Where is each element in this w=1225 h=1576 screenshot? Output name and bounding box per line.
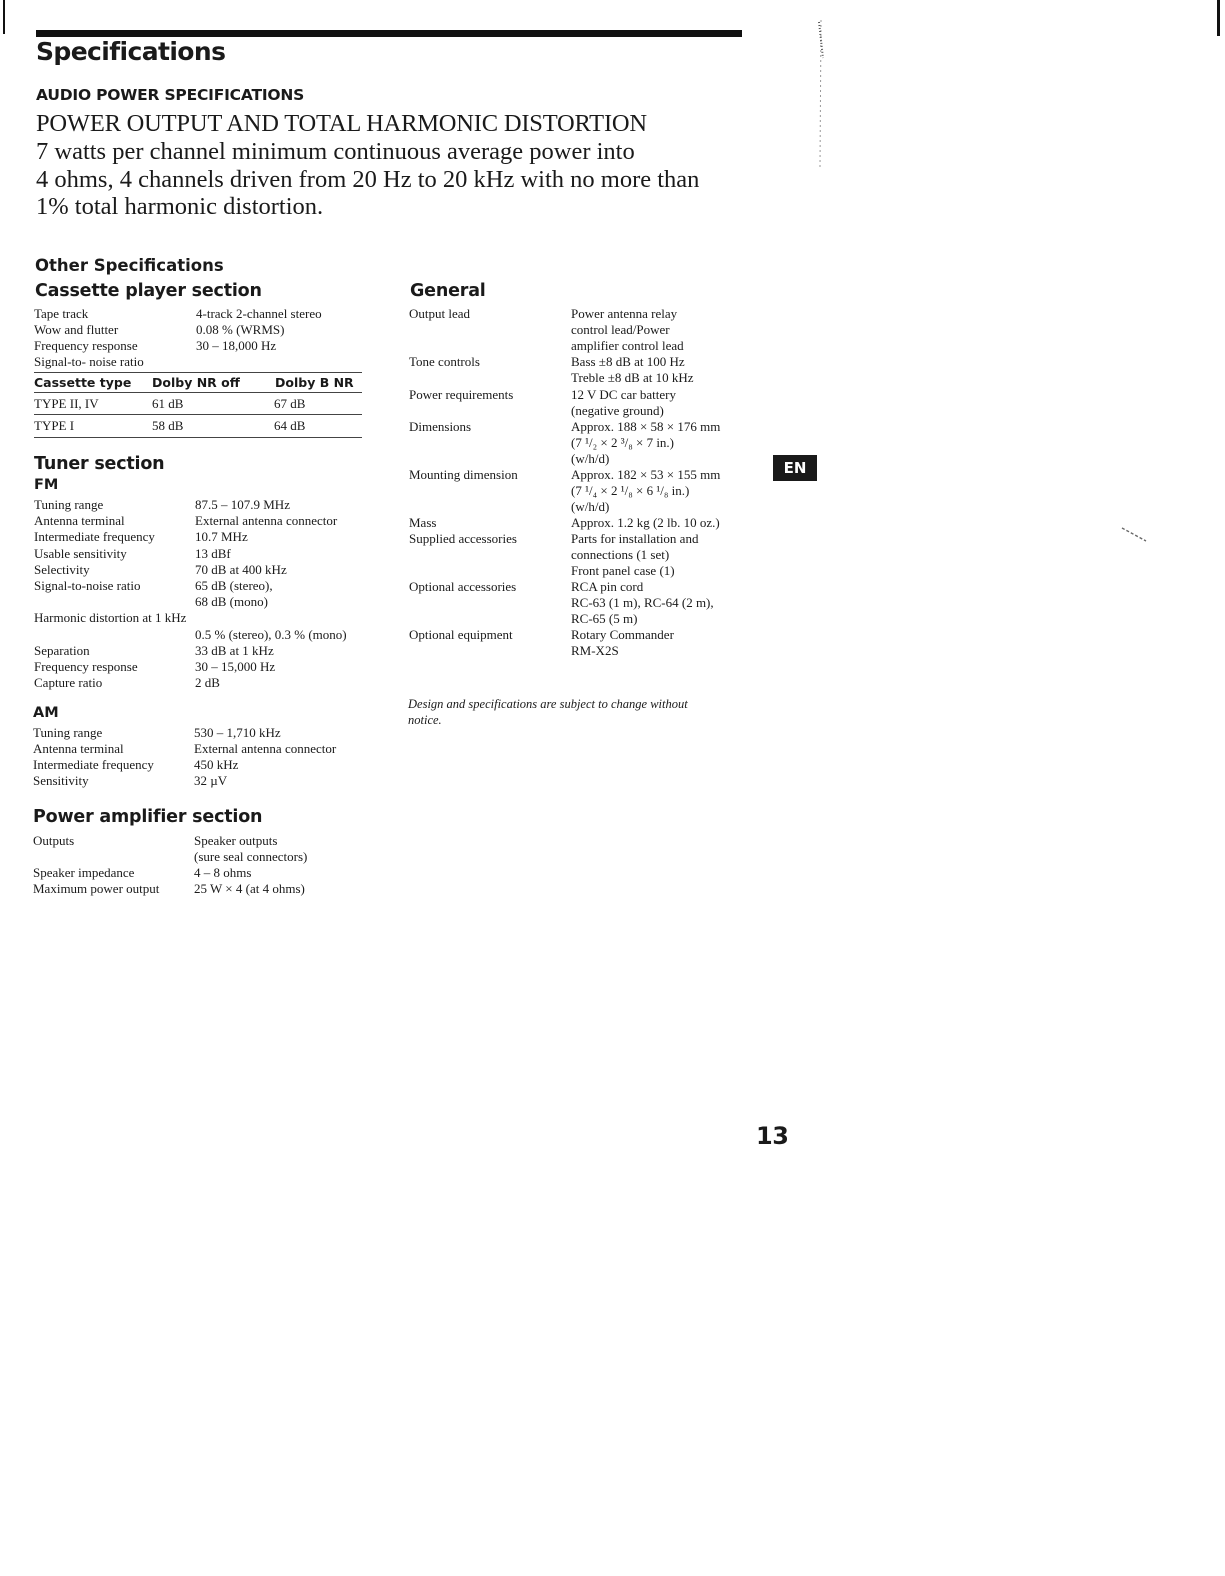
spec-label: Intermediate frequency [33,757,154,772]
header-rule [36,30,742,37]
spec-value: 0.5 % (stereo), 0.3 % (mono) [195,626,347,642]
spec-value: 32 µV [194,773,228,788]
table-cell: 58 dB [152,418,184,433]
spec-value: Treble ±8 dB at 10 kHz [571,370,694,385]
spec-value: External antenna connector [194,741,337,756]
spec-label: Antenna terminal [33,741,124,756]
spec-value: amplifier control lead [571,338,684,353]
spec-value: 70 dB at 400 kHz [195,561,287,577]
spec-value: 530 – 1,710 kHz [194,725,281,740]
spec-value: (7 ¹/₂ × 2 ³/₈ × 7 in.) [571,435,675,450]
spec-value: 4-track 2-channel stereo [196,306,322,321]
amplifier-section-heading: Power amplifier section [33,807,263,827]
spec-value: Speaker outputs [194,833,278,848]
table-rule [34,437,362,438]
spec-label: Wow and flutter [34,322,119,337]
language-badge: EN [773,455,817,481]
other-specifications-heading: Other Specifications [35,256,224,275]
scan-noise-mark [815,18,827,178]
spec-label: Frequency response [34,338,138,353]
spec-label: Signal-to- noise ratio [34,354,144,369]
spec-value: 10.7 MHz [195,529,248,545]
audio-power-heading: AUDIO POWER SPECIFICATIONS [36,86,305,104]
spec-label: Tape track [34,306,89,321]
spec-label: Maximum power output [33,881,160,896]
table-header-cassette-type: Cassette type [34,375,132,390]
spec-label: Intermediate frequency [34,529,155,545]
spec-label: Tuning range [34,497,104,512]
disclaimer-note: Design and specifications are subject to change without [408,697,688,711]
spec-value: control lead/Power [571,322,670,337]
spec-value: 13 dBf [195,545,231,561]
power-output-title: POWER OUTPUT AND TOTAL HARMONIC DISTORTION [36,110,647,137]
spec-value: 30 – 15,000 Hz [195,659,276,674]
spec-label: Supplied accessories [409,531,517,546]
spec-label: Sensitivity [33,773,89,788]
table-header-dolby-b: Dolby B NR [275,375,354,390]
spec-value: Parts for installation and [571,531,699,546]
spec-value: RC-63 (1 m), RC-64 (2 m), [571,595,714,610]
spec-label: Harmonic distortion at 1 kHz [34,610,187,626]
spec-value: Rotary Commander [571,627,674,642]
spec-label: Tone controls [409,354,480,369]
spec-value: 87.5 – 107.9 MHz [195,497,290,512]
spec-value: 68 dB (mono) [195,594,268,610]
spec-value: 30 – 18,000 Hz [196,338,277,353]
cassette-section-heading: Cassette player section [35,281,262,301]
spec-value: 12 V DC car battery [571,387,676,402]
spec-label: Output lead [409,306,471,321]
spec-value: 4 – 8 ohms [194,865,252,880]
general-section-heading: General [410,281,486,301]
spec-label: Optional equipment [409,627,513,642]
spec-label: Signal-to-noise ratio [34,578,141,593]
disclaimer-note: notice. [408,713,442,727]
spec-value: Approx. 188 × 58 × 176 mm [571,419,721,434]
spec-value: External antenna connector [195,513,338,529]
table-cell: TYPE II, IV [34,396,99,411]
spec-value: (w/h/d) [571,499,610,514]
spec-value: Front panel case (1) [571,563,675,578]
spec-label: Optional accessories [409,579,517,594]
scan-edge-left [3,0,5,34]
page-title: Specifications [36,37,226,66]
spec-label: Dimensions [409,419,472,434]
spec-label: Capture ratio [34,675,103,691]
spec-value: RM-X2S [571,643,619,658]
table-header-dolby-off: Dolby NR off [152,375,240,390]
table-rule [34,414,362,415]
table-cell: TYPE I [34,418,75,433]
spec-label: Frequency response [34,659,138,674]
power-line: 1% total harmonic distortion. [36,193,324,220]
spec-label: Selectivity [34,561,90,577]
spec-value: 65 dB (stereo), [195,578,273,593]
table-rule [34,392,362,393]
tuner-section-heading: Tuner section [34,454,165,474]
power-line: 4 ohms, 4 channels driven from 20 Hz to 20 kHz with no more than [36,166,700,193]
spec-value: 33 dB at 1 kHz [195,642,274,658]
spec-value: (7 ¹/₄ × 2 ¹/₈ × 6 ¹/₈ in.) [571,483,690,498]
spec-label: Antenna terminal [34,513,125,529]
spec-label: Mass [409,515,437,530]
table-cell: 61 dB [152,396,184,411]
spec-label: Separation [34,642,90,658]
spec-value: Approx. 1.2 kg (2 lb. 10 oz.) [571,515,720,530]
table-cell: 67 dB [274,396,306,411]
spec-label: Tuning range [33,725,103,740]
spec-label: Outputs [33,833,75,848]
spec-value: (w/h/d) [571,451,610,466]
spec-value: (negative ground) [571,403,664,418]
spec-label: Usable sensitivity [34,545,127,561]
spec-value: Approx. 182 × 53 × 155 mm [571,467,721,482]
fm-heading: FM [34,477,59,493]
power-line: 7 watts per channel minimum continuous average power into [36,138,635,165]
spec-value: 2 dB [195,675,220,691]
scan-edge-right [1217,0,1220,36]
table-cell: 64 dB [274,418,306,433]
spec-value: RCA pin cord [571,579,644,594]
spec-value: 25 W × 4 (at 4 ohms) [194,881,305,896]
spec-label: Speaker impedance [33,865,135,880]
spec-value: RC-65 (5 m) [571,611,638,626]
am-heading: AM [33,705,59,721]
spec-value: Power antenna relay [571,306,678,321]
spec-value: (sure seal connectors) [194,849,308,864]
spec-label: Mounting dimension [409,467,518,482]
spec-value: connections (1 set) [571,547,670,562]
table-rule [34,372,362,373]
spec-value: Bass ±8 dB at 100 Hz [571,354,685,369]
spec-value: 450 kHz [194,757,239,772]
spec-label: Power requirements [409,387,514,402]
page-number: 13 [756,1122,789,1150]
scan-noise-mark [1120,525,1150,545]
spec-value: 0.08 % (WRMS) [196,322,285,337]
